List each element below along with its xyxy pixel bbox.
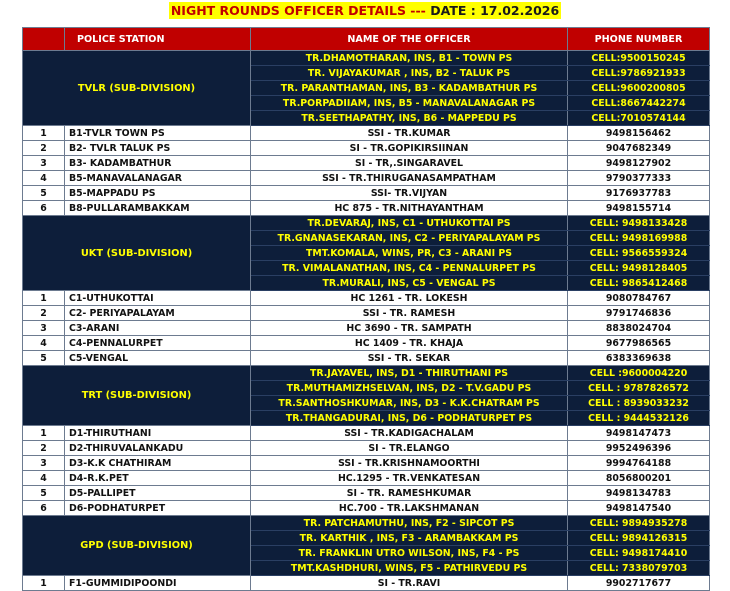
inspector-row xyxy=(23,516,710,531)
station-row xyxy=(23,291,710,306)
phone-number: 9176937783 xyxy=(568,186,710,201)
title-bar xyxy=(0,0,730,22)
inspector-cell-number: CELL: 9865412468 xyxy=(568,276,710,291)
station-row xyxy=(23,141,710,156)
inspector-name: TR.SANTHOSHKUMAR, INS, D3 - K.K.CHATRAM PS xyxy=(251,396,568,411)
inspector-name: TR.JAYAVEL, INS, D1 - THIRUTHANI PS xyxy=(251,366,568,381)
officer-name: HC 875 - TR.NITHAYANTHAM xyxy=(251,201,568,216)
officer-name: HC 1409 - TR. KHAJA xyxy=(251,336,568,351)
station-row xyxy=(23,456,710,471)
inspector-name: TR. PATCHAMUTHU, INS, F2 - SIPCOT PS xyxy=(251,516,568,531)
row-sno: 2 xyxy=(23,141,65,156)
officer-name: SSI- TR.VIJYAN xyxy=(251,186,568,201)
officer-name: HC 1261 - TR. LOKESH xyxy=(251,291,568,306)
phone-number: 8838024704 xyxy=(568,321,710,336)
inspector-cell-number: CELL : 8939033232 xyxy=(568,396,710,411)
station-name: B3- KADAMBATHUR xyxy=(65,156,251,171)
officer-name: SSI - TR.THIRUGANASAMPATHAM xyxy=(251,171,568,186)
phone-number: 9677986565 xyxy=(568,336,710,351)
inspector-cell-number: CELL:8667442274 xyxy=(568,96,710,111)
inspector-name: TMT.KASHDHURI, WINS, F5 - PATHIRVEDU PS xyxy=(251,561,568,576)
station-row xyxy=(23,321,710,336)
phone-number: 9498147473 xyxy=(568,426,710,441)
phone-number: 9047682349 xyxy=(568,141,710,156)
row-sno: 1 xyxy=(23,291,65,306)
station-name: B5-MANAVALANAGAR xyxy=(65,171,251,186)
report-title xyxy=(169,2,561,19)
row-sno: 6 xyxy=(23,201,65,216)
station-name: D1-THIRUTHANI xyxy=(65,426,251,441)
phone-number: 9498155714 xyxy=(568,201,710,216)
station-row xyxy=(23,306,710,321)
officer-name: SI - TR.GOPIKIRSIINAN xyxy=(251,141,568,156)
report-date: DATE : 17.02.2026 xyxy=(430,3,560,18)
sub-division-name: TVLR (SUB-DIVISION) xyxy=(23,51,251,126)
station-name: D3-K.K CHATHIRAM xyxy=(65,456,251,471)
phone-number: 9902717677 xyxy=(568,576,710,591)
inspector-row xyxy=(23,366,710,381)
station-row xyxy=(23,576,710,591)
row-sno: 1 xyxy=(23,126,65,141)
row-sno: 2 xyxy=(23,441,65,456)
station-name: B5-MAPPADU PS xyxy=(65,186,251,201)
station-name: C2- PERIYAPALAYAM xyxy=(65,306,251,321)
station-row xyxy=(23,336,710,351)
phone-number: 9080784767 xyxy=(568,291,710,306)
station-name: C1-UTHUKOTTAI xyxy=(65,291,251,306)
row-sno: 3 xyxy=(23,456,65,471)
station-name: D2-THIRUVALANKADU xyxy=(65,441,251,456)
header-row xyxy=(23,28,710,51)
officer-name: SSI - TR.KUMAR xyxy=(251,126,568,141)
inspector-cell-number: CELL:7010574144 xyxy=(568,111,710,126)
station-row xyxy=(23,471,710,486)
inspector-name: TR.GNANASEKARAN, INS, C2 - PERIYAPALAYAM PS xyxy=(251,231,568,246)
row-sno: 5 xyxy=(23,486,65,501)
inspector-cell-number: CELL:9500150245 xyxy=(568,51,710,66)
row-sno: 4 xyxy=(23,336,65,351)
phone-number: 6383369638 xyxy=(568,351,710,366)
row-sno: 1 xyxy=(23,426,65,441)
officer-name: SI - TR. RAMESHKUMAR xyxy=(251,486,568,501)
row-sno: 4 xyxy=(23,471,65,486)
inspector-cell-number: CELL: 7338079703 xyxy=(568,561,710,576)
inspector-cell-number: CELL: 9894126315 xyxy=(568,531,710,546)
phone-number: 8056800201 xyxy=(568,471,710,486)
inspector-row xyxy=(23,216,710,231)
station-row xyxy=(23,186,710,201)
header-police-station: POLICE STATION xyxy=(65,28,251,51)
station-row xyxy=(23,171,710,186)
row-sno: 2 xyxy=(23,306,65,321)
inspector-name: TR.PORPADIIAM, INS, B5 - MANAVALANAGAR PS xyxy=(251,96,568,111)
inspector-name: TR. KARTHIK , INS, F3 - ARAMBAKKAM PS xyxy=(251,531,568,546)
station-name: F1-GUMMIDIPOONDI xyxy=(65,576,251,591)
phone-number: 9952496396 xyxy=(568,441,710,456)
row-sno: 6 xyxy=(23,501,65,516)
officer-name: SI - TR.RAVI xyxy=(251,576,568,591)
phone-number: 9791746836 xyxy=(568,306,710,321)
station-name: B2- TVLR TALUK PS xyxy=(65,141,251,156)
inspector-name: TR.DEVARAJ, INS, C1 - UTHUKOTTAI PS xyxy=(251,216,568,231)
phone-number: 9994764188 xyxy=(568,456,710,471)
inspector-name: TMT.KOMALA, WINS, PR, C3 - ARANI PS xyxy=(251,246,568,261)
inspector-name: TR. FRANKLIN UTRO WILSON, INS, F4 - PS xyxy=(251,546,568,561)
night-rounds-table xyxy=(22,27,710,591)
officer-name: SSI - TR.KADIGACHALAM xyxy=(251,426,568,441)
row-sno: 5 xyxy=(23,351,65,366)
table-body xyxy=(23,51,710,591)
phone-number: 9498156462 xyxy=(568,126,710,141)
phone-number: 9498127902 xyxy=(568,156,710,171)
inspector-name: TR.MUTHAMIZHSELVAN, INS, D2 - T.V.GADU PS xyxy=(251,381,568,396)
row-sno: 4 xyxy=(23,171,65,186)
inspector-cell-number: CELL: 9566559324 xyxy=(568,246,710,261)
inspector-name: TR.THANGADURAI, INS, D6 - PODHATURPET PS xyxy=(251,411,568,426)
officer-name: HC.1295 - TR.VENKATESAN xyxy=(251,471,568,486)
inspector-name: TR.DHAMOTHARAN, INS, B1 - TOWN PS xyxy=(251,51,568,66)
officer-name: SI - TR,.SINGARAVEL xyxy=(251,156,568,171)
inspector-cell-number: CELL: 9894935278 xyxy=(568,516,710,531)
officer-name: HC 3690 - TR. SAMPATH xyxy=(251,321,568,336)
inspector-cell-number: CELL : 9444532126 xyxy=(568,411,710,426)
inspector-name: TR. PARANTHAMAN, INS, B3 - KADAMBATHUR PS xyxy=(251,81,568,96)
row-sno: 3 xyxy=(23,321,65,336)
row-sno: 3 xyxy=(23,156,65,171)
station-name: C4-PENNALURPET xyxy=(65,336,251,351)
phone-number: 9790377333 xyxy=(568,171,710,186)
station-row xyxy=(23,441,710,456)
phone-number: 9498134783 xyxy=(568,486,710,501)
station-row xyxy=(23,486,710,501)
sub-division-name: UKT (SUB-DIVISION) xyxy=(23,216,251,291)
station-row xyxy=(23,126,710,141)
station-name: D4-R.K.PET xyxy=(65,471,251,486)
officer-name: SSI - TR. SEKAR xyxy=(251,351,568,366)
row-sno: 5 xyxy=(23,186,65,201)
inspector-name: TR. VIJAYAKUMAR , INS, B2 - TALUK PS xyxy=(251,66,568,81)
inspector-cell-number: CELL :9600004220 xyxy=(568,366,710,381)
officer-name: SSI - TR. RAMESH xyxy=(251,306,568,321)
header-phone-number: PHONE NUMBER xyxy=(568,28,710,51)
inspector-cell-number: CELL: 9498169988 xyxy=(568,231,710,246)
station-name: D6-PODHATURPET xyxy=(65,501,251,516)
phone-number: 9498147540 xyxy=(568,501,710,516)
inspector-name: TR.MURALI, INS, C5 - VENGAL PS xyxy=(251,276,568,291)
inspector-cell-number: CELL: 9498128405 xyxy=(568,261,710,276)
station-row xyxy=(23,351,710,366)
station-name: C3-ARANI xyxy=(65,321,251,336)
inspector-cell-number: CELL:9600200805 xyxy=(568,81,710,96)
inspector-name: TR. VIMALANATHAN, INS, C4 - PENNALURPET PS xyxy=(251,261,568,276)
station-name: C5-VENGAL xyxy=(65,351,251,366)
inspector-cell-number: CELL : 9787826572 xyxy=(568,381,710,396)
header-officer-name: NAME OF THE OFFICER xyxy=(251,28,568,51)
station-name: D5-PALLIPET xyxy=(65,486,251,501)
station-name: B8-PULLARAMBAKKAM xyxy=(65,201,251,216)
sub-division-name: TRT (SUB-DIVISION) xyxy=(23,366,251,426)
station-row xyxy=(23,426,710,441)
officer-name: SSI - TR.KRISHNAMOORTHI xyxy=(251,456,568,471)
header-sno xyxy=(23,28,65,51)
inspector-row xyxy=(23,51,710,66)
inspector-cell-number: CELL: 9498133428 xyxy=(568,216,710,231)
inspector-name: TR.SEETHAPATHY, INS, B6 - MAPPEDU PS xyxy=(251,111,568,126)
title-main: NIGHT ROUNDS OFFICER DETAILS xyxy=(170,3,406,18)
station-row xyxy=(23,156,710,171)
title-separator: --- xyxy=(405,3,431,18)
officer-name: SI - TR.ELANGO xyxy=(251,441,568,456)
station-row xyxy=(23,501,710,516)
inspector-cell-number: CELL:9786921933 xyxy=(568,66,710,81)
inspector-cell-number: CELL: 9498174410 xyxy=(568,546,710,561)
officer-name: HC.700 - TR.LAKSHMANAN xyxy=(251,501,568,516)
row-sno: 1 xyxy=(23,576,65,591)
station-name: B1-TVLR TOWN PS xyxy=(65,126,251,141)
sub-division-name: GPD (SUB-DIVISION) xyxy=(23,516,251,576)
station-row xyxy=(23,201,710,216)
